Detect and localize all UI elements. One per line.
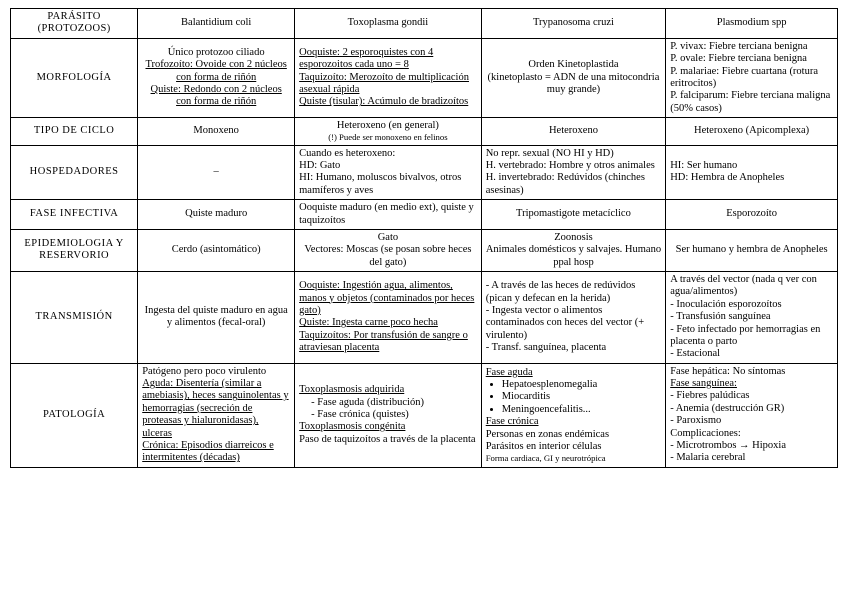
cell-epidemiologia-plasmodium: Ser humano y hembra de Anopheles bbox=[666, 229, 838, 271]
text: Fase hepática: No síntomas bbox=[670, 365, 786, 377]
text: - Estacional bbox=[670, 348, 721, 360]
text: Trofozoíto: Ovoide con 2 núcleos con forma de riñón bbox=[145, 59, 287, 83]
text: Cuando es heteroxeno: bbox=[299, 147, 396, 159]
text: Forma cardiaca, GI y neurotrópica bbox=[485, 453, 606, 464]
text: Patógeno pero poco virulento bbox=[142, 365, 267, 377]
text: HD: Hembra de Anopheles bbox=[670, 172, 785, 184]
table-row bbox=[11, 118, 838, 146]
toxoplasma-fases-list bbox=[301, 397, 477, 422]
cell-ciclo-balantidium: Monoxeno bbox=[138, 118, 295, 146]
text: Quiste: Ingesta carne poco hecha bbox=[299, 317, 438, 329]
header-plasmodium: Plasmodium spp bbox=[666, 9, 838, 39]
text: Gato bbox=[377, 231, 399, 243]
text: Taquizoíto: Merozoíto de multiplicación asexual rápida bbox=[299, 71, 469, 96]
text: P. falciparum: Fiebre terciana maligna (50% casos) bbox=[670, 90, 831, 114]
cell-fase-balantidium: Quiste maduro bbox=[138, 200, 295, 230]
text: Único protozoo ciliado bbox=[167, 46, 265, 58]
text: - Malaria cerebral bbox=[670, 452, 746, 464]
row-label-line1: EPIDEMIOLOGIA Y bbox=[24, 238, 124, 250]
text: - Paroxismo bbox=[670, 415, 722, 427]
text: Paso de taquizoítos a través de la placenta bbox=[299, 433, 476, 445]
cell-hospedadores-plasmodium bbox=[666, 145, 838, 200]
header-parasite-line2: (PROTOZOOS) bbox=[37, 23, 111, 35]
cell-hospedadores-toxoplasma bbox=[295, 145, 482, 200]
protozoa-comparison-table bbox=[10, 8, 838, 468]
text: No repr. sexual (NO HI y HD) bbox=[485, 147, 614, 159]
text: - Fiebres palúdicas bbox=[670, 390, 750, 402]
cell-patologia-trypanosoma bbox=[481, 363, 665, 467]
cell-fase-plasmodium: Esporozoíto bbox=[666, 200, 838, 230]
table-row bbox=[11, 272, 838, 364]
list-item: - Fase crónica (quistes) bbox=[311, 408, 409, 420]
text: - Microtrombos → Hipoxia bbox=[670, 439, 786, 451]
text: Fase crónica (quistes) bbox=[317, 408, 409, 420]
cell-hospedadores-balantidium: – bbox=[138, 145, 295, 200]
table-row bbox=[11, 363, 838, 467]
text: Zoonosis bbox=[554, 231, 593, 243]
text: P. malariae: Fiebre cuartana (rotura eritrocitos) bbox=[670, 65, 819, 89]
list-item: • Hepatoesplenomegalia bbox=[502, 379, 661, 391]
header-trypanosoma: Trypanosoma cruzi bbox=[481, 9, 665, 39]
text: Fase aguda (distribución) bbox=[317, 396, 424, 408]
row-label-morfologia: MORFOLOGÍA bbox=[11, 38, 138, 117]
text: - Anemia (destrucción GR) bbox=[670, 402, 785, 414]
text: Toxoplasmosis congénita bbox=[299, 421, 406, 433]
text: P. ovale: Fiebre terciana benigna bbox=[670, 53, 807, 65]
text: Crónica: Episodios diarreicos e intermitentes (décadas) bbox=[142, 439, 274, 464]
text: Ooquiste: 2 esporoquistes con 4 esporozoitos cada uno = 8 bbox=[299, 46, 434, 71]
text: - Transf. sanguínea, placenta bbox=[485, 342, 607, 354]
text: - Inoculación esporozoítos bbox=[670, 298, 782, 310]
row-label-epidemiologia bbox=[11, 229, 138, 271]
text: Heteroxeno (en general) bbox=[336, 120, 439, 131]
text: Personas en zonas endémicas bbox=[485, 428, 610, 440]
cell-patologia-plasmodium bbox=[666, 363, 838, 467]
text: H. invertebrado: Redúvidos (chinches asesinas) bbox=[485, 172, 645, 196]
table-row bbox=[11, 200, 838, 230]
row-label-hospedadores: HOSPEDADORES bbox=[11, 145, 138, 200]
table-row bbox=[11, 229, 838, 271]
table-row bbox=[11, 38, 838, 117]
text: (!) Puede ser monoxeno en felinos bbox=[328, 132, 448, 143]
text: HD: Gato bbox=[299, 160, 341, 172]
text: Fase aguda bbox=[485, 366, 533, 378]
text: H. vertebrado: Hombre y otros animales bbox=[485, 160, 655, 172]
text: Vectores: Moscas (se posan sobre heces del gato) bbox=[304, 244, 472, 268]
row-label-transmision: TRANSMISIÓN bbox=[11, 272, 138, 364]
text: Quiste: Redondo con 2 núcleos con forma de riñón bbox=[150, 84, 282, 108]
text: HI: Ser humano bbox=[670, 160, 738, 172]
text: Aguda: Disentería (similar a amebiasis), heces sanguinolentas y hemorragias (secreción de proteasas y hialuronidasas), ulceras bbox=[142, 378, 289, 439]
row-label-patologia: PATOLOGÍA bbox=[11, 363, 138, 467]
text: (kinetoplasto = ADN de una mitocondria muy grande) bbox=[487, 71, 660, 96]
cell-morfologia-toxoplasma bbox=[295, 38, 482, 117]
cell-patologia-toxoplasma bbox=[295, 363, 482, 467]
trypanosoma-aguda-list bbox=[486, 379, 661, 416]
text: Complicaciones: bbox=[670, 427, 741, 439]
text: Toxoplasmosis adquirida bbox=[299, 384, 405, 396]
text: HI: Humano, moluscos bivalvos, otros mamíferos y aves bbox=[299, 172, 462, 196]
table-row bbox=[11, 145, 838, 200]
header-balantidium: Balantidium coli bbox=[138, 9, 295, 39]
header-row bbox=[11, 9, 838, 39]
cell-fase-toxoplasma: Ooquiste maduro (en medio ext), quiste y taquizoítos bbox=[295, 200, 482, 230]
header-parasite-line1: PARÁSITO bbox=[47, 11, 101, 22]
row-label-tipo-de-ciclo: TIPO DE CICLO bbox=[11, 118, 138, 146]
list-item: • Miocarditis bbox=[502, 391, 661, 403]
cell-ciclo-plasmodium: Heteroxeno (Apicomplexa) bbox=[666, 118, 838, 146]
cell-ciclo-toxoplasma bbox=[295, 118, 482, 146]
text: Fase sanguínea: bbox=[670, 378, 737, 390]
cell-epidemiologia-balantidium: Cerdo (asintomático) bbox=[138, 229, 295, 271]
cell-hospedadores-trypanosoma bbox=[481, 145, 665, 200]
text: - Ingesta vector o alimentos contaminados con heces del vector (+ virulento) bbox=[485, 304, 645, 341]
list-item: - Fase aguda (distribución) bbox=[311, 396, 424, 408]
cell-patologia-balantidium bbox=[138, 363, 295, 467]
cell-transmision-toxoplasma bbox=[295, 272, 482, 364]
text: - Transfusión sanguínea bbox=[670, 311, 771, 323]
row-label-line2: RESERVORIO bbox=[39, 250, 110, 262]
table-body bbox=[11, 38, 838, 467]
text: - Feto infectado por hemorragias en placenta o parto bbox=[670, 323, 821, 347]
cell-transmision-plasmodium bbox=[666, 272, 838, 364]
text: P. vivax: Fiebre terciana benigna bbox=[670, 40, 808, 52]
table-header bbox=[11, 9, 838, 39]
text: Taquizoítos: Por transfusión de sangre o atraviesan placenta bbox=[299, 329, 468, 354]
cell-ciclo-trypanosoma: Heteroxeno bbox=[481, 118, 665, 146]
header-toxoplasma: Toxoplasma gondii bbox=[295, 9, 482, 39]
text: Ooquiste: Ingestión agua, alimentos, manos y objetos (contaminados por heces gato) bbox=[299, 280, 475, 316]
list-item: • Meningoencefalitis... bbox=[502, 404, 661, 416]
text: Orden Kinetoplastida bbox=[528, 59, 619, 71]
cell-fase-trypanosoma: Tripomastigote metacíclico bbox=[481, 200, 665, 230]
cell-epidemiologia-toxoplasma bbox=[295, 229, 482, 271]
cell-epidemiologia-trypanosoma bbox=[481, 229, 665, 271]
row-label-fase-infectiva: FASE INFECTIVA bbox=[11, 200, 138, 230]
cell-morfologia-trypanosoma bbox=[481, 38, 665, 117]
cell-morfologia-plasmodium bbox=[666, 38, 838, 117]
text: Parásitos en interior células bbox=[485, 440, 602, 452]
text: A través del vector (nada q ver con agua/alimentos) bbox=[670, 274, 817, 298]
text: Quiste (tisular): Acúmulo de bradizoítos bbox=[299, 96, 469, 108]
cell-transmision-trypanosoma bbox=[481, 272, 665, 364]
text: - A través de las heces de redúvidos (pican y defecan en la herida) bbox=[485, 280, 636, 304]
cell-transmision-balantidium: Ingesta del quiste maduro en agua y alimentos (fecal-oral) bbox=[138, 272, 295, 364]
text: Animales domésticos y salvajes. Humano ppal hosp bbox=[485, 244, 662, 268]
cell-morfologia-balantidium bbox=[138, 38, 295, 117]
text: Fase crónica bbox=[485, 416, 539, 428]
header-parasite bbox=[11, 9, 138, 39]
